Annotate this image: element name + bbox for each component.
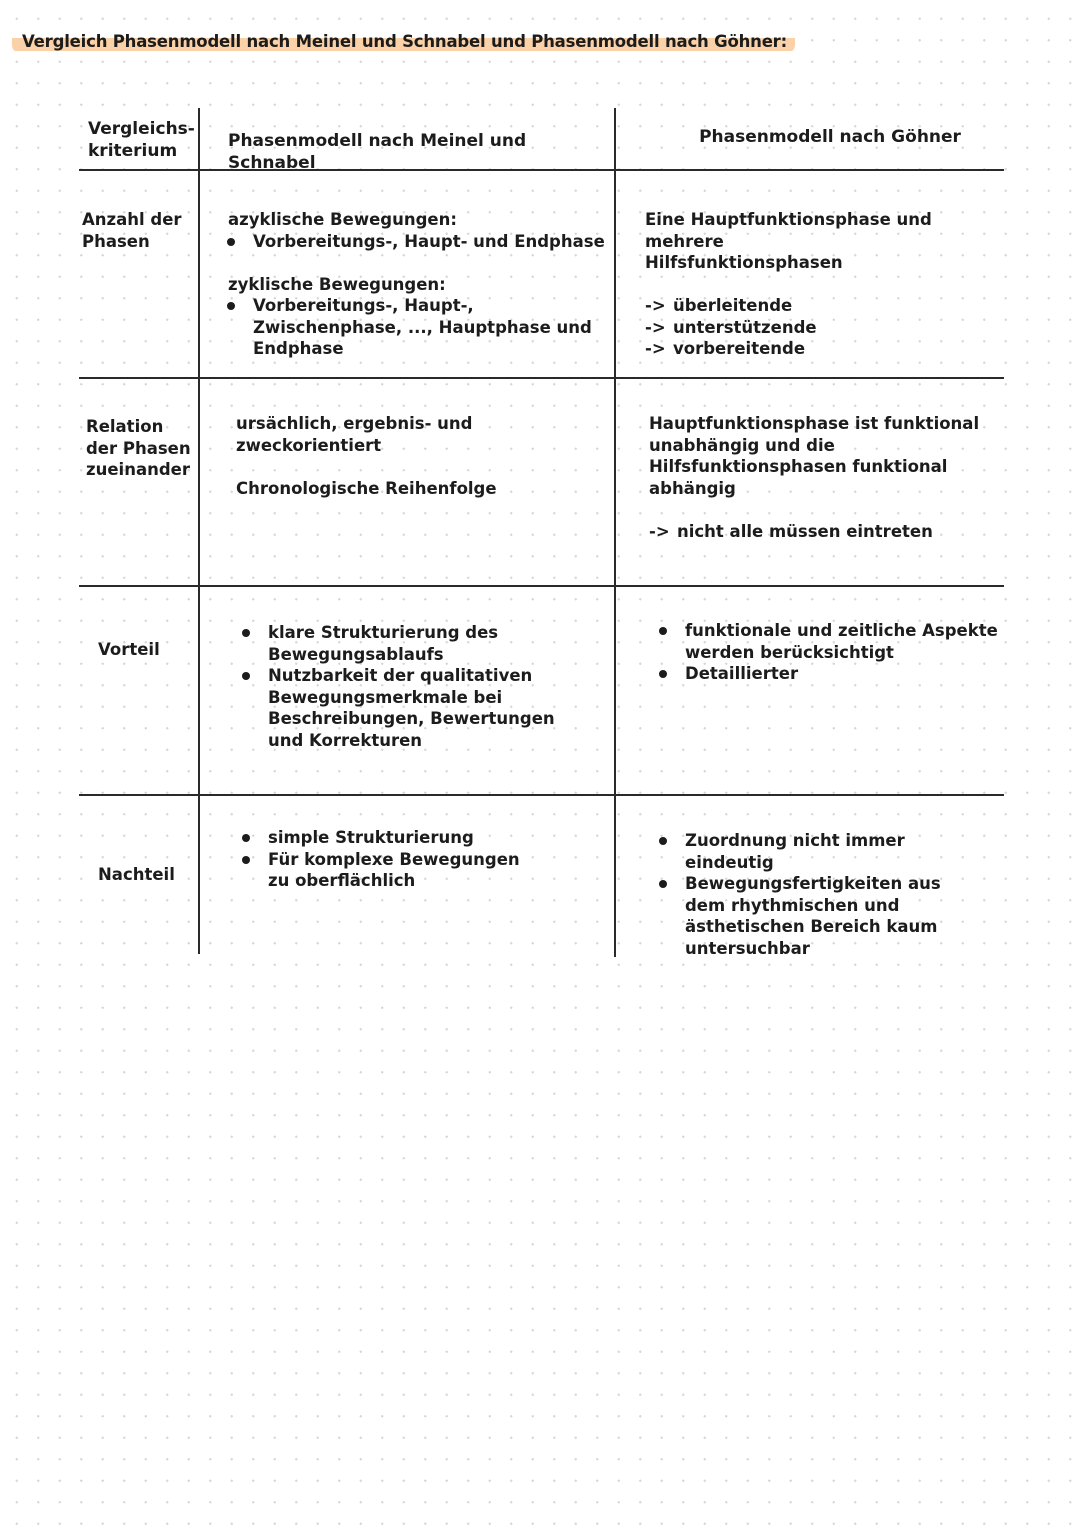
arrow-item-text: vorbereitende [673, 339, 806, 358]
cell-vorteil-goehner [654, 620, 999, 685]
table-divider-vertical-1 [198, 108, 200, 954]
text-line: Hilfsfunktionsphasen [645, 253, 843, 272]
list-item: klare Strukturierung des Bewegungsablaufs [237, 622, 582, 665]
criterion-anzahl-der-phasen [82, 209, 192, 252]
arrow-item-text: überleitende [673, 296, 793, 315]
header-criterion [88, 119, 193, 162]
criterion-vorteil: Vorteil [98, 640, 160, 659]
cell-nachteil-goehner [654, 830, 974, 959]
text-line: Hauptfunktionsphase ist funktional [649, 414, 980, 433]
list-item: funktionale und zeitliche Aspekte werden berücksichtigt [654, 620, 999, 663]
table-divider-vertical-2 [614, 108, 616, 957]
list-item: Für komplexe Bewegungen zu oberflächlich [237, 849, 537, 892]
cell-vorteil-meinel-schnabel [237, 622, 582, 751]
header-model-goehner: Phasenmodell nach Göhner [699, 127, 961, 147]
header-criterion-line: Vergleichs- [88, 119, 195, 139]
cell-relation-goehner [649, 413, 999, 542]
arrow-icon: -> [645, 317, 666, 337]
arrow-icon: -> [645, 339, 666, 358]
header-model-meinel-schnabel: Phasenmodell nach Meinel und Schnabel [228, 131, 527, 173]
text-line: abhängig [649, 478, 736, 498]
arrow-item [649, 521, 999, 543]
text-line: Chronologische Reihenfolge [236, 478, 497, 498]
criterion-line: Phasen [82, 231, 150, 251]
page-title: Vergleich Phasenmodell nach Meinel und Schnabel und Phasenmodell nach Göhner: [12, 30, 795, 53]
arrow-item-text: nicht alle müssen eintreten [677, 521, 933, 541]
acyclic-label: azyklische Bewegungen: [228, 210, 457, 229]
list-item: Bewegungsfertigkeiten aus dem rhythmischen und ästhetischen Bereich kaum untersuchbar [654, 873, 974, 959]
list-item: Vorbereitungs-, Haupt- und Endphase [222, 231, 606, 253]
table-divider-row-3 [79, 794, 1004, 796]
criterion-nachteil: Nachteil [98, 865, 175, 884]
list-item: Zuordnung nicht immer eindeutig [654, 830, 974, 873]
arrow-item-text: unterstützende [673, 317, 817, 337]
text-line: unabhängig und die [649, 435, 835, 455]
table-divider-row-2 [79, 585, 1004, 587]
arrow-item [645, 295, 995, 317]
arrow-item [645, 317, 995, 339]
table-divider-row-1 [79, 377, 1004, 379]
criterion-line: Anzahl der [82, 210, 182, 229]
text-line: ursächlich, ergebnis- und zweckorientiert [236, 414, 473, 455]
text-line: Eine Hauptfunktionsphase und mehrere [645, 210, 932, 251]
criterion-line: zueinander [86, 460, 190, 479]
criterion-relation-der-phasen [86, 416, 196, 481]
arrow-icon: -> [645, 296, 666, 315]
cell-anzahl-goehner [645, 209, 995, 360]
list-item: Nutzbarkeit der qualitativen Bewegungsmerkmale bei Beschreibungen, Bewertungen und Korrekturen [237, 665, 582, 751]
text-line: Hilfsfunktionsphasen funktional [649, 457, 948, 476]
cell-nachteil-meinel-schnabel [237, 827, 537, 892]
arrow-icon: -> [649, 521, 670, 541]
list-item: Detaillierter [654, 663, 999, 685]
list-item: Vorbereitungs-, Haupt-, Zwischenphase, ..., Hauptphase und Endphase [222, 295, 606, 360]
cell-relation-meinel-schnabel [236, 413, 606, 499]
list-item: simple Strukturierung [237, 827, 537, 849]
cell-anzahl-meinel-schnabel [228, 209, 606, 360]
criterion-line: der Phasen [86, 438, 191, 458]
criterion-line: Relation [86, 417, 164, 436]
arrow-item [645, 338, 995, 360]
cyclic-label: zyklische Bewegungen: [228, 274, 446, 294]
header-criterion-line: kriterium [88, 140, 178, 161]
